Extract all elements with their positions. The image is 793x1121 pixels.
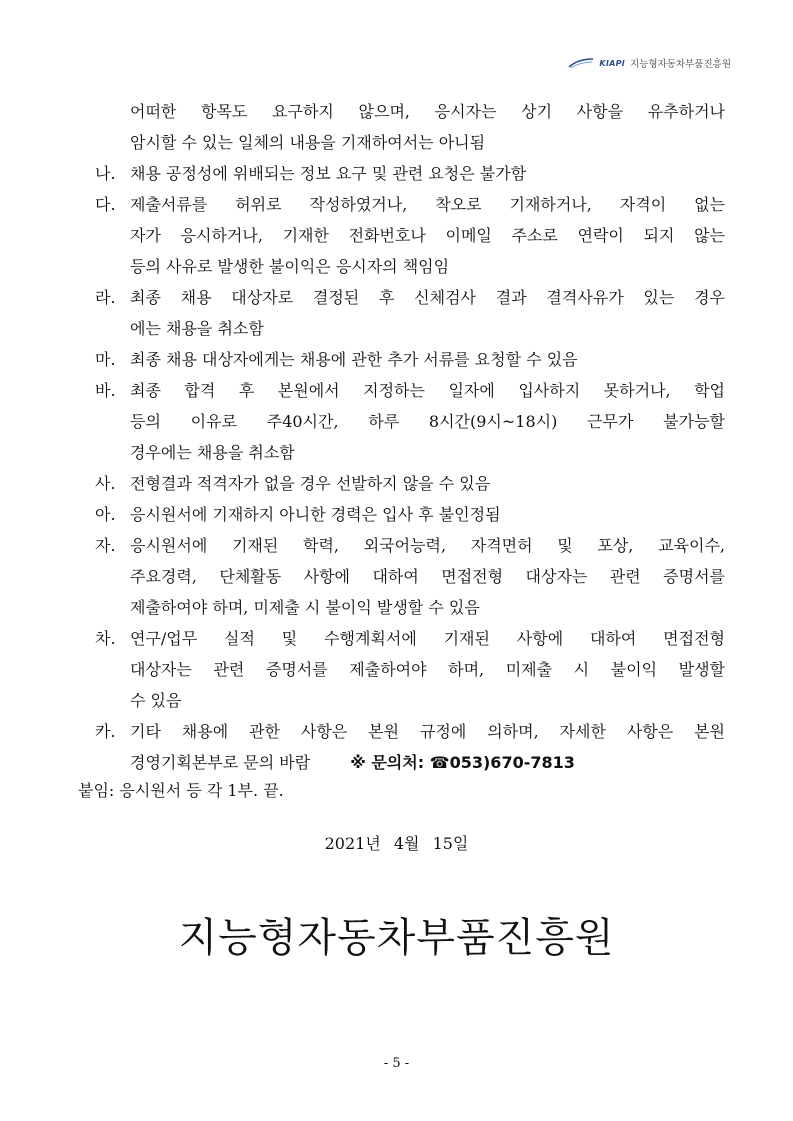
text-line: 등의 이유로 주40시간, 하루 8시간(9시~18시) 근무가 불가능할 xyxy=(130,412,725,431)
item-marker: 자. xyxy=(95,536,116,555)
text-line: 수 있음 xyxy=(130,691,182,710)
page-header xyxy=(568,56,731,70)
item-marker: 다. xyxy=(95,195,116,214)
text-line: 기타 채용에 관한 사항은 본원 규정에 의하며, 자세한 사항은 본원 xyxy=(130,722,725,741)
text-line: 경우에는 채용을 취소함 xyxy=(130,443,295,462)
text-line: 채용 공정성에 위배되는 정보 요구 및 관련 요청은 불가함 xyxy=(130,164,527,183)
text-line: 자가 응시하거나, 기재한 전화번호나 이메일 주소로 연락이 되지 않는 xyxy=(130,226,725,245)
item-marker: 차. xyxy=(95,629,116,648)
list-item xyxy=(95,375,725,468)
item-marker: 아. xyxy=(95,505,116,524)
text-line: 응시원서에 기재된 학력, 외국어능력, 자격면허 및 포상, 교육이수, xyxy=(130,536,725,555)
text-line: 대상자는 관련 증명서를 제출하여야 하며, 미제출 시 불이익 발생할 xyxy=(130,660,725,679)
notice-body xyxy=(95,96,725,778)
logo-text: KIAPI xyxy=(599,58,626,68)
attachment-note: 붙임: 응시원서 등 각 1부. 끝. xyxy=(78,781,284,800)
list-item xyxy=(95,282,725,344)
list-item xyxy=(95,158,725,189)
item-marker: 사. xyxy=(95,474,116,493)
page-number: - 5 - xyxy=(383,1056,410,1071)
text-line: 어떠한 항목도 요구하지 않으며, 응시자는 상기 사항을 유추하거나 xyxy=(130,102,725,121)
text-line-content: 경영기획본부로 문의 바람 xyxy=(130,753,311,772)
item-marker: 바. xyxy=(95,381,116,400)
text-line: 최종 채용 대상자에게는 채용에 관한 추가 서류를 요청할 수 있음 xyxy=(130,350,578,369)
issuer-name: 지능형자동차부품진흥원 xyxy=(178,915,615,961)
list-item xyxy=(95,716,725,778)
text-line: 응시원서에 기재하지 아니한 경력은 입사 후 불인정됨 xyxy=(130,505,501,524)
list-item xyxy=(95,468,725,499)
text-line: 최종 합격 후 본원에서 지정하는 일자에 입사하지 못하거나, 학업 xyxy=(130,381,725,400)
text-line: 암시할 수 있는 일체의 내용을 기재하여서는 아니됨 xyxy=(130,133,486,152)
text-line: 에는 채용을 취소함 xyxy=(130,319,264,338)
text-line: 제출하여야 하며, 미제출 시 불이익 발생할 수 있음 xyxy=(130,598,480,617)
item-marker: 마. xyxy=(95,350,116,369)
text-line: 전형결과 적격자가 없을 경우 선발하지 않을 수 있음 xyxy=(130,474,491,493)
text-line xyxy=(130,747,725,778)
item-marker: 카. xyxy=(95,722,116,741)
item-marker: 라. xyxy=(95,288,116,307)
text-line: 제출서류를 허위로 작성하였거나, 착오로 기재하거나, 자격이 없는 xyxy=(130,195,725,214)
list-item xyxy=(95,344,725,375)
kiapi-logo-icon xyxy=(568,57,594,69)
text-line: 연구/업무 실적 및 수행계획서에 기재된 사항에 대하여 면접전형 xyxy=(130,629,725,648)
text-line: 최종 채용 대상자로 결정된 후 신체검사 결과 결격사유가 있는 경우 xyxy=(130,288,725,307)
item-marker: 나. xyxy=(95,164,116,183)
list-item xyxy=(95,189,725,282)
text-line: 등의 사유로 발생한 불이익은 응시자의 책임임 xyxy=(130,257,450,276)
text-line: 주요경력, 단체활동 사항에 대하여 면접전형 대상자는 관련 증명서를 xyxy=(130,567,725,586)
list-item xyxy=(95,499,725,530)
header-org-name: 지능형자동차부품진흥원 xyxy=(630,59,731,70)
list-item xyxy=(95,623,725,716)
contact-info: ※ 문의처: ☎053)670-7813 xyxy=(350,753,575,772)
document-date: 2021년 4월 15일 xyxy=(324,834,469,853)
list-item xyxy=(95,96,725,158)
list-item xyxy=(95,530,725,623)
